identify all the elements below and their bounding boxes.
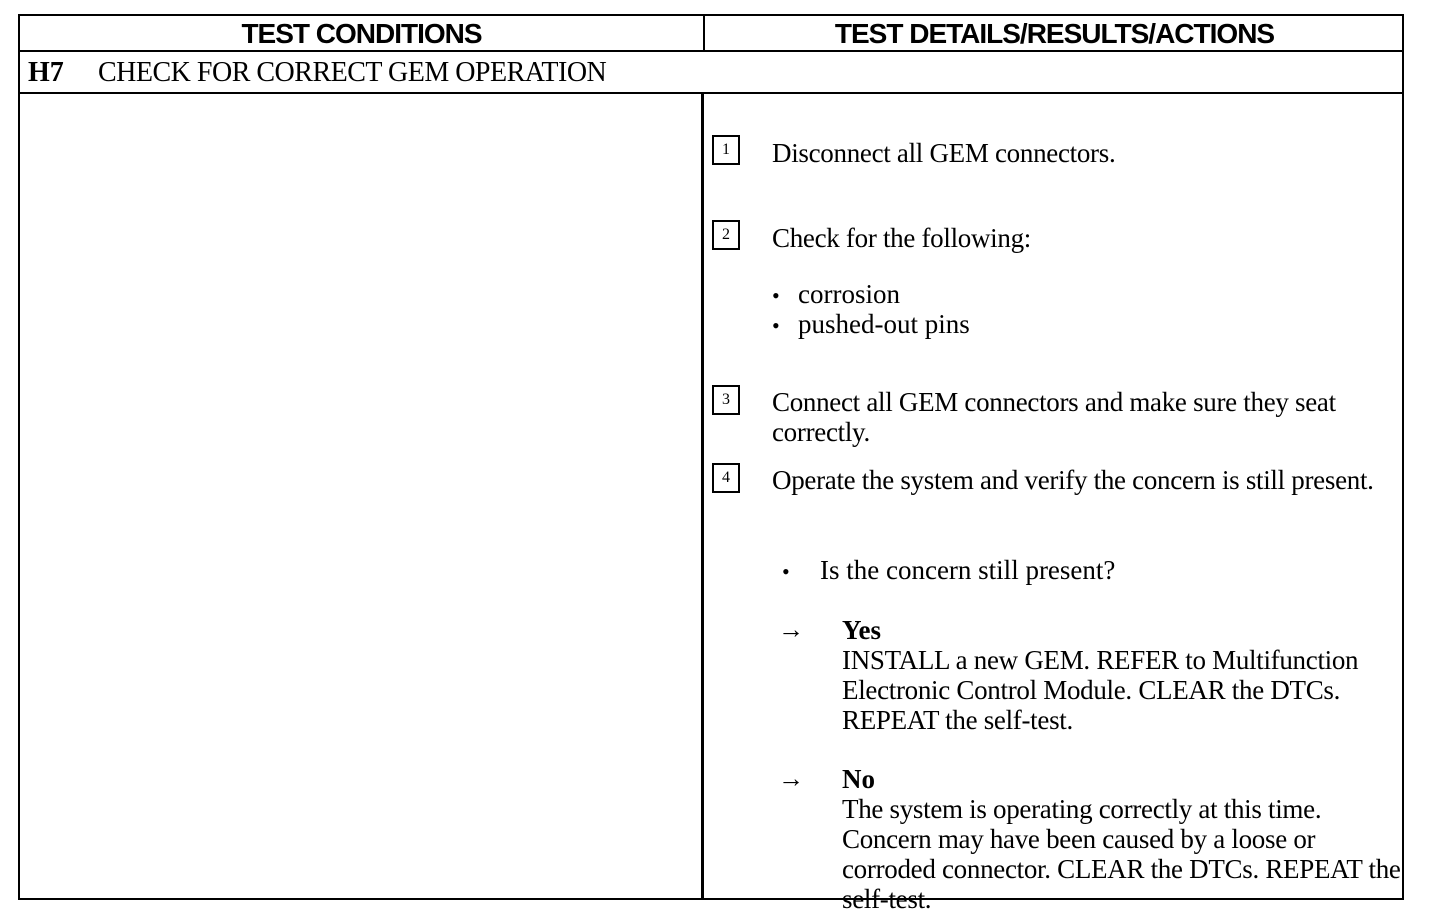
question-text: Is the concern still present? bbox=[820, 555, 1116, 585]
diagnostic-table bbox=[18, 14, 1404, 914]
step-item-text: Connect all GEM connectors and make sure they seat correctly. bbox=[772, 387, 1336, 447]
step-number-box: 1 bbox=[712, 135, 740, 165]
step-id: H7 bbox=[28, 57, 64, 88]
arrow-right-icon: → bbox=[778, 764, 804, 793]
step-number-box: 4 bbox=[712, 463, 740, 493]
step-item-text: Operate the system and verify the concern is still present. bbox=[772, 465, 1374, 495]
arrow-right-icon: → bbox=[778, 615, 804, 644]
step-item-text: Disconnect all GEM connectors. bbox=[772, 138, 1116, 168]
answer-yes-body bbox=[842, 615, 1402, 735]
bullet-dot: • bbox=[782, 559, 790, 584]
step-item-text: Check for the following: bbox=[772, 223, 1031, 253]
step-title: CHECK FOR CORRECT GEM OPERATION bbox=[98, 57, 607, 88]
answer-text: The system is operating correctly at this time. Concern may have been caused by a loose or corroded connector. CLEAR the DTCs. REPEAT the self-test. bbox=[842, 794, 1401, 914]
header-divider bbox=[703, 16, 705, 52]
bullet-item: • corrosion bbox=[772, 279, 970, 309]
bullet-item: • pushed-out pins bbox=[772, 309, 970, 339]
table-header-row bbox=[20, 16, 1402, 52]
step-number-box: 2 bbox=[712, 220, 740, 250]
answer-no-body bbox=[842, 764, 1402, 914]
step-number-box: 3 bbox=[712, 385, 740, 415]
question bbox=[782, 555, 1115, 587]
test-conditions-header: TEST CONDITIONS bbox=[241, 18, 482, 49]
answer-label: No bbox=[842, 764, 875, 794]
answer-label: Yes bbox=[842, 615, 881, 645]
test-details-cell bbox=[704, 94, 1404, 914]
answer-text: INSTALL a new GEM. REFER to Multifunction Electronic Control Module. CLEAR the DTCs. REPEAT the self-test. bbox=[842, 645, 1359, 735]
check-bullet-list bbox=[772, 279, 970, 339]
test-details-header: TEST DETAILS/RESULTS/ACTIONS bbox=[834, 18, 1275, 49]
step-title-row bbox=[20, 52, 1402, 94]
